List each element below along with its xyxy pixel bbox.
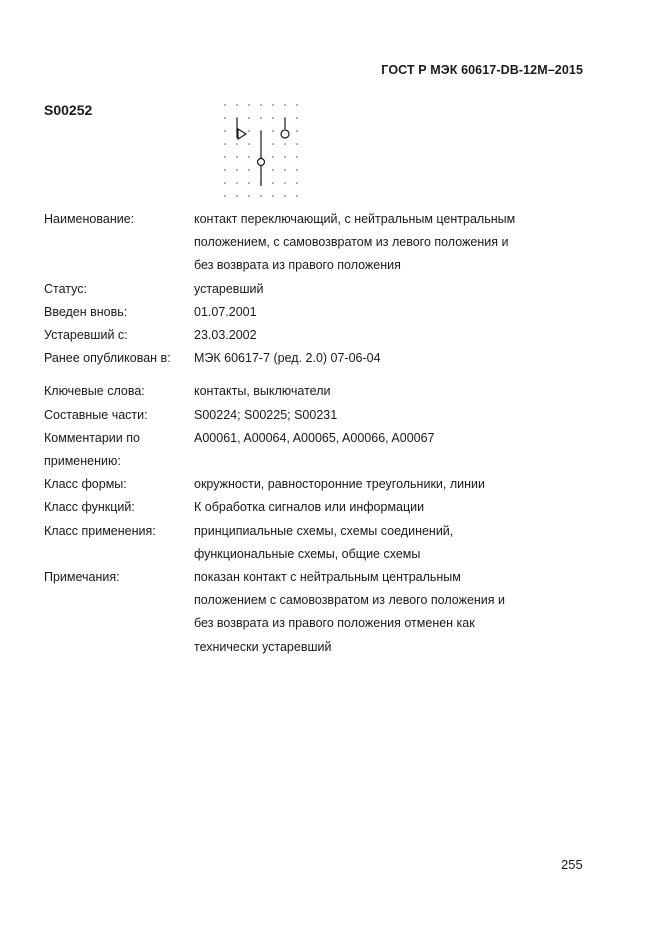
field-label-line: Комментарии по	[44, 430, 140, 445]
field-keywords	[44, 380, 604, 403]
field-label: Класс применения:	[44, 523, 156, 538]
field-label: Составные части:	[44, 407, 148, 422]
field-application-comments	[44, 427, 604, 473]
field-label: Устаревший с:	[44, 328, 128, 343]
field-value-line: без возврата из правого положения	[194, 258, 401, 273]
field-value	[194, 208, 604, 278]
field-value: 01.07.2001	[194, 304, 257, 319]
field-name	[44, 208, 604, 278]
field-previously-published	[44, 347, 604, 370]
section-spacer	[44, 370, 604, 380]
field-label: Ключевые слова:	[44, 384, 145, 399]
switching-contact-symbol-icon	[216, 98, 306, 204]
symbol-attributes	[44, 208, 604, 659]
field-introduced	[44, 301, 604, 324]
field-value-line: технически устаревший	[194, 639, 332, 654]
field-label: Класс формы:	[44, 477, 127, 492]
field-value-line: контакт переключающий, с нейтральным центральным	[194, 212, 516, 226]
field-value: МЭК 60617-7 (ред. 2.0) 07-06-04	[194, 351, 381, 366]
field-label	[44, 427, 194, 473]
field-obsolete-since	[44, 324, 604, 347]
field-value: устаревший	[194, 281, 264, 296]
field-status	[44, 278, 604, 301]
field-label: Ранее опубликован в:	[44, 351, 171, 366]
field-value-line: без возврата из правого положения отменен как	[194, 616, 475, 631]
field-label: Примечания:	[44, 570, 120, 585]
field-function-class	[44, 496, 604, 519]
field-label: Статус:	[44, 281, 87, 296]
field-label: Введен вновь:	[44, 304, 128, 319]
field-value: S00224; S00225; S00231	[194, 407, 338, 422]
field-value-line: показан контакт с нейтральным центральным	[194, 570, 461, 585]
field-value: 23.03.2002	[194, 328, 257, 343]
field-label: Наименование:	[44, 212, 135, 226]
field-value	[194, 566, 604, 659]
field-notes	[44, 566, 604, 659]
field-value-line: функциональные схемы, общие схемы	[194, 546, 421, 561]
field-value: A00061, A00064, A00065, A00066, A00067	[194, 430, 435, 445]
field-value-line: принципиальные схемы, схемы соединений,	[194, 523, 454, 538]
field-value-line: положением с самовозвратом из левого положения и	[194, 593, 506, 608]
field-label: Класс функций:	[44, 500, 135, 515]
field-value	[194, 520, 604, 566]
symbol-code: S00252	[44, 102, 93, 118]
page-number: 255	[561, 857, 583, 872]
field-value: окружности, равносторонние треугольники, линии	[194, 477, 485, 492]
field-form-class	[44, 473, 604, 496]
field-components	[44, 404, 604, 427]
field-application-class	[44, 520, 604, 566]
field-value-line: положением, с самовозвратом из левого положения и	[194, 235, 509, 250]
field-value: контакты, выключатели	[194, 384, 331, 399]
document-header: ГОСТ Р МЭК 60617-DB-12M–2015	[381, 63, 583, 77]
field-label-line: применению:	[44, 454, 121, 469]
field-value: К обработка сигналов или информации	[194, 500, 425, 515]
